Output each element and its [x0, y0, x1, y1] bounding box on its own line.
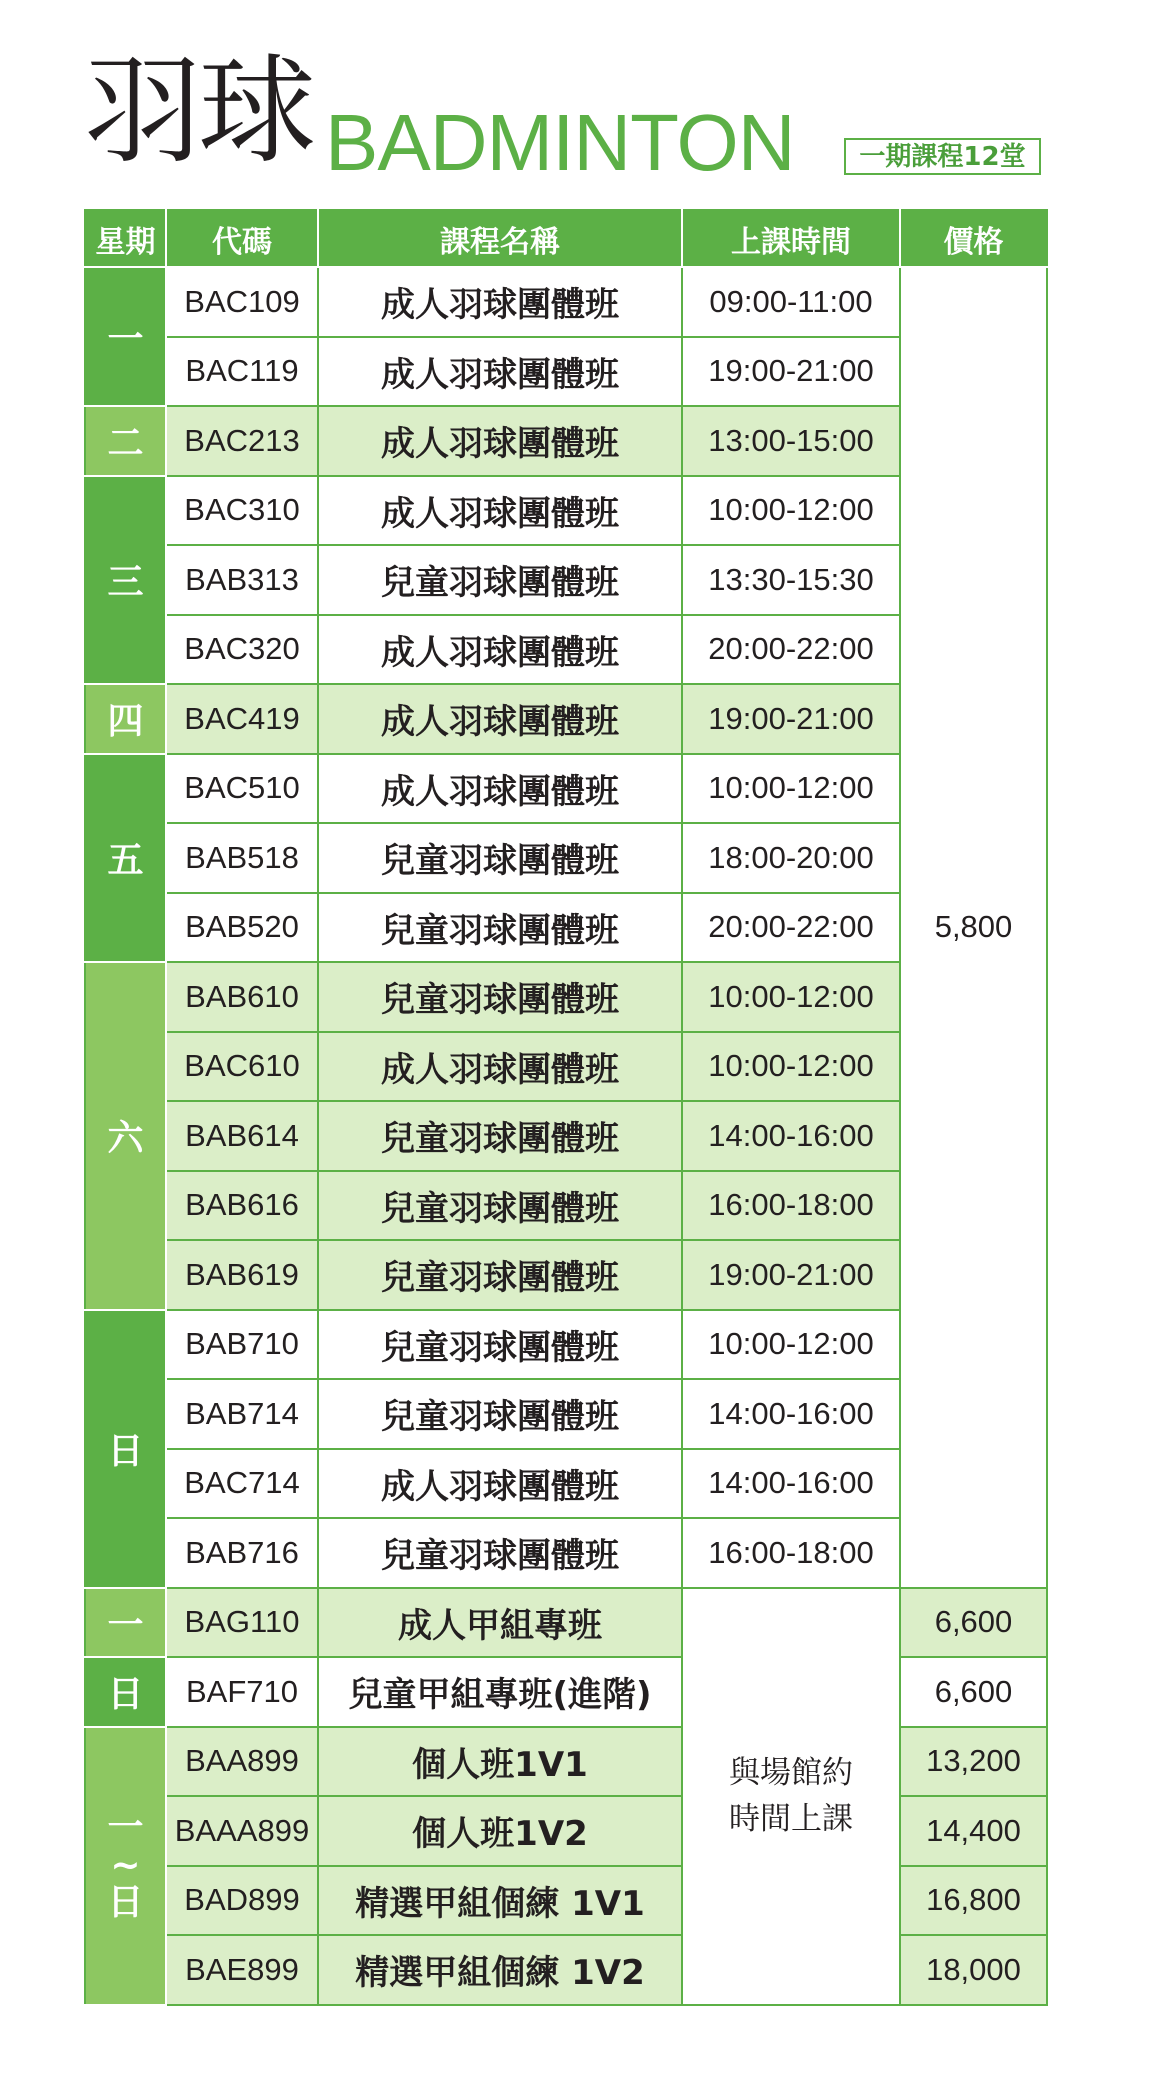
day-cell: 五: [85, 754, 166, 963]
day-cell: 二: [85, 406, 166, 476]
course-code: BAE899: [166, 1935, 318, 2005]
table-row: [85, 1796, 1047, 1866]
day-cell: 四: [85, 684, 166, 754]
course-name: 成人羽球團體班: [318, 684, 682, 754]
course-name: 兒童羽球團體班: [318, 893, 682, 963]
course-time: 19:00-21:00: [682, 684, 900, 754]
course-name: 成人羽球團體班: [318, 476, 682, 546]
course-time: 19:00-21:00: [682, 1240, 900, 1310]
course-time: 20:00-22:00: [682, 893, 900, 963]
course-time: 10:00-12:00: [682, 476, 900, 546]
course-code: BAC119: [166, 337, 318, 407]
course-name: 兒童甲組專班(進階): [318, 1657, 682, 1727]
course-time: 16:00-18:00: [682, 1171, 900, 1241]
page-title-chinese: 羽球: [84, 42, 313, 180]
column-header-price: 價格: [900, 210, 1047, 267]
table-row: [85, 1866, 1047, 1936]
column-header-course-name: 課程名稱: [318, 210, 682, 267]
course-code: BAB714: [166, 1379, 318, 1449]
table-header-row: [85, 210, 1047, 267]
course-price: 18,000: [900, 1935, 1047, 2005]
course-name: 個人班1V2: [318, 1796, 682, 1866]
course-time: 10:00-12:00: [682, 962, 900, 1032]
course-code: BAC310: [166, 476, 318, 546]
table-row: [85, 267, 1047, 337]
course-time: 14:00-16:00: [682, 1449, 900, 1519]
day-cell: 一: [85, 1588, 166, 1658]
course-name: 成人羽球團體班: [318, 615, 682, 685]
course-time: 18:00-20:00: [682, 823, 900, 893]
day-cell: 六: [85, 962, 166, 1310]
course-time: 09:00-11:00: [682, 267, 900, 337]
course-code: BAB520: [166, 893, 318, 963]
day-range-part: 一: [107, 1806, 144, 1848]
course-code: BAB716: [166, 1518, 318, 1588]
course-name: 精選甲組個練 1V1: [318, 1866, 682, 1936]
course-name: 兒童羽球團體班: [318, 1171, 682, 1241]
day-range-part: ~: [110, 1844, 141, 1886]
course-code: BAF710: [166, 1657, 318, 1727]
course-price: 6,600: [900, 1657, 1047, 1727]
course-time: 10:00-12:00: [682, 1032, 900, 1102]
course-code: BAA899: [166, 1727, 318, 1797]
course-code: BAC320: [166, 615, 318, 685]
course-price: 16,800: [900, 1866, 1047, 1936]
course-time: 14:00-16:00: [682, 1101, 900, 1171]
course-code: BAB610: [166, 962, 318, 1032]
course-time: 14:00-16:00: [682, 1379, 900, 1449]
course-code: BAB710: [166, 1310, 318, 1380]
course-code: BAC419: [166, 684, 318, 754]
table-row: [85, 1657, 1047, 1727]
shared-time-line: 與場館約: [729, 1754, 853, 1791]
course-name: 兒童羽球團體班: [318, 1101, 682, 1171]
course-time: 19:00-21:00: [682, 337, 900, 407]
table-row: [85, 1588, 1047, 1658]
day-range-part: 日: [107, 1882, 144, 1924]
course-name: 兒童羽球團體班: [318, 1379, 682, 1449]
course-code: BAB614: [166, 1101, 318, 1171]
course-code: BAC109: [166, 267, 318, 337]
course-name: 成人羽球團體班: [318, 337, 682, 407]
course-time: 10:00-12:00: [682, 1310, 900, 1380]
course-name: 兒童羽球團體班: [318, 823, 682, 893]
course-name: 成人羽球團體班: [318, 267, 682, 337]
course-price: 14,400: [900, 1796, 1047, 1866]
day-cell: 三: [85, 476, 166, 685]
course-code: BAC610: [166, 1032, 318, 1102]
course-name: 成人羽球團體班: [318, 754, 682, 824]
column-header-day: 星期: [85, 210, 166, 267]
course-code: BAC213: [166, 406, 318, 476]
course-price: 13,200: [900, 1727, 1047, 1797]
course-time: 10:00-12:00: [682, 754, 900, 824]
course-code: BAD899: [166, 1866, 318, 1936]
day-cell: 日: [85, 1310, 166, 1588]
course-time: 16:00-18:00: [682, 1518, 900, 1588]
day-cell: 日: [85, 1657, 166, 1727]
course-name: 成人羽球團體班: [318, 406, 682, 476]
course-time: 13:00-15:00: [682, 406, 900, 476]
table-row: [85, 1935, 1047, 2005]
term-badge: 一期課程12堂: [844, 138, 1041, 175]
course-code: BAC510: [166, 754, 318, 824]
table-row: [85, 1727, 1047, 1797]
course-code: BAB619: [166, 1240, 318, 1310]
course-code: BAC714: [166, 1449, 318, 1519]
course-name: 成人羽球團體班: [318, 1449, 682, 1519]
day-cell: [85, 1727, 166, 2005]
course-name: 成人甲組專班: [318, 1588, 682, 1658]
course-code: BAG110: [166, 1588, 318, 1658]
course-name: 精選甲組個練 1V2: [318, 1935, 682, 2005]
course-price: 6,600: [900, 1588, 1047, 1658]
course-code: BAB518: [166, 823, 318, 893]
course-code: BAB616: [166, 1171, 318, 1241]
course-name: 兒童羽球團體班: [318, 1310, 682, 1380]
course-time: 13:30-15:30: [682, 545, 900, 615]
column-header-code: 代碼: [166, 210, 318, 267]
course-name: 兒童羽球團體班: [318, 545, 682, 615]
shared-time-note: [682, 1588, 900, 2005]
table-body: [85, 267, 1047, 2005]
course-name: 個人班1V1: [318, 1727, 682, 1797]
course-schedule-table: [84, 209, 1048, 2006]
course-name: 兒童羽球團體班: [318, 1240, 682, 1310]
page-title-english: BADMINTON: [325, 98, 795, 187]
regular-price: 5,800: [900, 267, 1047, 1588]
course-time: 20:00-22:00: [682, 615, 900, 685]
course-name: 兒童羽球團體班: [318, 1518, 682, 1588]
column-header-time: 上課時間: [682, 210, 900, 267]
course-code: BAAA899: [166, 1796, 318, 1866]
shared-time-line: 時間上課: [729, 1801, 853, 1837]
day-cell: 一: [85, 267, 166, 406]
course-name: 成人羽球團體班: [318, 1032, 682, 1102]
course-code: BAB313: [166, 545, 318, 615]
course-name: 兒童羽球團體班: [318, 962, 682, 1032]
